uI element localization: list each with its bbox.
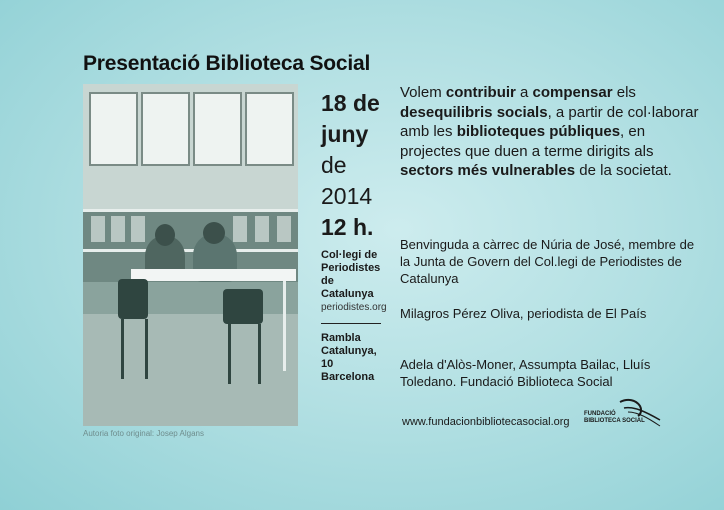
lead-text: , en projectes que duen a terme dirigits als bbox=[400, 123, 654, 160]
speaker-welcome: Benvinguda a càrrec de Núria de José, membre de la Junta de Govern del Col.legi de Periodistes de Catalunya bbox=[400, 237, 695, 286]
lead-bold: contribuir bbox=[445, 84, 516, 101]
lead-text: els bbox=[612, 84, 636, 101]
venue-line: Periodistes bbox=[321, 262, 381, 274]
address-line: 10 bbox=[321, 358, 334, 370]
mission-statement bbox=[400, 83, 700, 181]
lead-bold: sectors més vulnerables bbox=[400, 162, 576, 179]
lead-text: de la societat. bbox=[575, 162, 672, 179]
event-day: 18 de bbox=[321, 90, 380, 116]
photo-credit: Autoria foto original: Josep Algans bbox=[83, 429, 204, 438]
logo-line: FUNDACIÓ bbox=[584, 411, 616, 417]
lead-bold: biblioteques públiques bbox=[456, 123, 621, 140]
venue-address bbox=[321, 332, 396, 384]
venue-line: de bbox=[321, 275, 334, 287]
foundation-website-link[interactable]: www.fundacionbibliotecasocial.org bbox=[402, 416, 570, 428]
library-photo bbox=[83, 84, 298, 426]
event-month: juny bbox=[321, 121, 369, 147]
event-year: 2014 bbox=[321, 183, 373, 209]
event-de: de bbox=[321, 152, 347, 178]
speaker-foundation: Adela d'Alòs-Moner, Assumpta Bailac, Lluís Toledano. Fundació Biblioteca Social bbox=[400, 357, 651, 389]
event-time: 12 h. bbox=[321, 214, 374, 240]
event-details bbox=[321, 88, 396, 384]
address-line: Rambla bbox=[321, 332, 361, 344]
venue-line: Catalunya bbox=[321, 288, 374, 300]
divider bbox=[321, 323, 381, 324]
lead-bold: desequilibris socials bbox=[400, 103, 548, 121]
speaker-journalist: Milagros Pérez Oliva, periodista de El País bbox=[400, 306, 647, 321]
lead-text: Volem bbox=[400, 84, 446, 101]
page-title: Presentació Biblioteca Social bbox=[83, 52, 371, 75]
lead-text: , a partir de col·laborar amb les bbox=[400, 103, 699, 140]
venue-name bbox=[321, 249, 396, 301]
lead-text: a bbox=[515, 84, 533, 101]
lead-bold: compensar bbox=[532, 84, 613, 101]
logo-line: BIBLIOTECA SOCIAL bbox=[584, 418, 645, 424]
address-line: Catalunya, bbox=[321, 345, 377, 357]
address-line: Barcelona bbox=[321, 371, 375, 383]
venue-line: Col·legi de bbox=[321, 249, 378, 261]
foundation-logo bbox=[584, 398, 664, 432]
venue-website[interactable]: periodistes.org bbox=[321, 302, 387, 313]
